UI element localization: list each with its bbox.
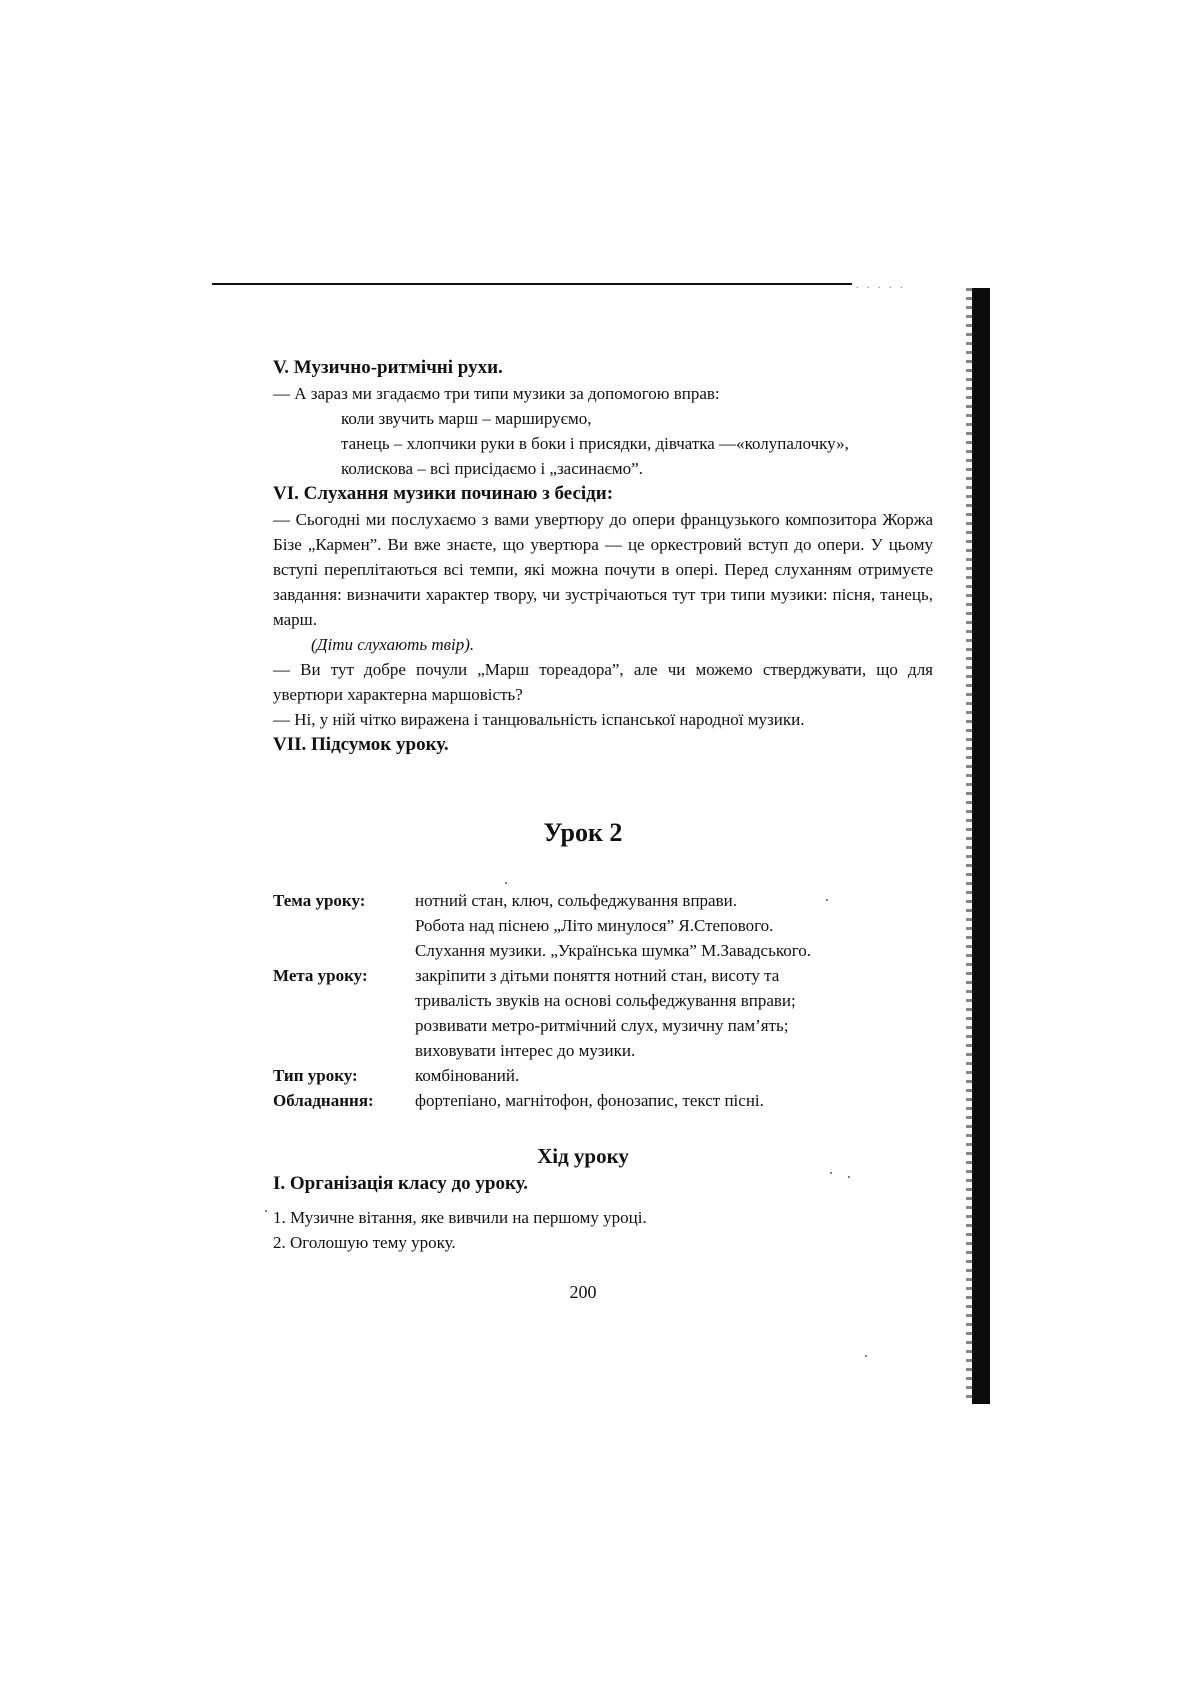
- info-row-equipment: [273, 1088, 811, 1113]
- section-vi-heading: VI. Слухання музики починаю з бесіди:: [273, 483, 614, 504]
- info-label: Тема уроку:: [273, 891, 366, 910]
- info-value-line: закріпити з дітьми поняття нотний стан, висоту та: [415, 966, 780, 985]
- section-v-heading: V. Музично-ритмічні рухи.: [273, 357, 503, 378]
- info-value: [415, 888, 811, 963]
- scan-edge-shadow: [972, 288, 990, 1404]
- info-value-line: виховувати інтерес до музики.: [415, 1041, 636, 1060]
- section-i-heading: І. Організація класу до уроку.: [273, 1173, 528, 1194]
- scan-speck: [865, 1355, 867, 1357]
- info-label: Мета уроку:: [273, 966, 368, 985]
- lesson-title: Урок 2: [543, 818, 623, 847]
- scan-speck: [265, 1210, 267, 1212]
- teacher-question: — Ви тут добре почули „Марш тореадора”, але чи можемо стверджувати, що для увертюри характерна маршовість?: [273, 660, 933, 704]
- answer-line: — Ні, у ній чітко виражена і танцювальність іспанської народної музики.: [273, 710, 805, 729]
- info-label: Тип уроку:: [273, 1066, 358, 1085]
- course-title: Хід уроку: [537, 1144, 629, 1168]
- info-value: [415, 1063, 811, 1088]
- top-rule: [212, 283, 852, 285]
- info-row-type: [273, 1063, 811, 1088]
- info-row-topic: [273, 888, 811, 963]
- info-value-line: Робота над піснею „Літо минулося” Я.Степового.: [415, 916, 774, 935]
- info-value-line: Слухання музики. „Українська шумка” М.Завадського.: [415, 941, 812, 960]
- info-label: Обладнання:: [273, 1091, 374, 1110]
- info-value: [415, 963, 811, 1063]
- info-value-line: розвивати метро-ритмічний слух, музичну пам’ять;: [415, 1016, 789, 1035]
- scan-edge-grain: [966, 288, 974, 1404]
- info-value-line: нотний стан, ключ, сольфеджування вправи.: [415, 891, 737, 910]
- info-value-line: комбінований.: [415, 1066, 520, 1085]
- section-vi-paragraph: — Сьогодні ми послухаємо з вами увертюру до опери французького композитора Жоржа Бізе „Кармен”. Ви вже знаєте, що увертюра — це оркестровий вступ до опери. У цьому вступі переплітаються всі темпи, які можна почути в опері. Перед слуханням отримуєте завдання: визначити характер твору, чи зустрічаються тут три типи музики: пісня, танець, марш.: [273, 510, 933, 629]
- list-item: 2. Оголошую тему уроку.: [273, 1233, 456, 1252]
- section-v-line: коли звучить марш – маршируємо,: [341, 409, 592, 428]
- lesson-info-table: [273, 888, 811, 1113]
- info-row-goal: [273, 963, 811, 1063]
- info-value-line: фортепіано, магнітофон, фонозапис, текст пісні.: [415, 1091, 764, 1110]
- section-v-intro: — А зараз ми згадаємо три типи музики за допомогою вправ:: [273, 384, 720, 403]
- info-value: [415, 1088, 811, 1113]
- top-rule-dots: . . . . .: [856, 280, 906, 291]
- section-v-line: колискова – всі присідаємо і „засинаємо”.: [341, 459, 643, 478]
- list-item: 1. Музичне вітання, яке вивчили на першому уроці.: [273, 1208, 647, 1227]
- stage-direction: (Діти слухають твір).: [311, 635, 475, 654]
- page-content: [273, 355, 933, 1305]
- info-value-line: тривалість звуків на основі сольфеджування вправи;: [415, 991, 796, 1010]
- section-vii-heading: VII. Підсумок уроку.: [273, 734, 449, 755]
- section-v-line: танець – хлопчики руки в боки і присядки, дівчатка —«колупалочку»,: [341, 434, 849, 453]
- page-number: 200: [569, 1282, 597, 1302]
